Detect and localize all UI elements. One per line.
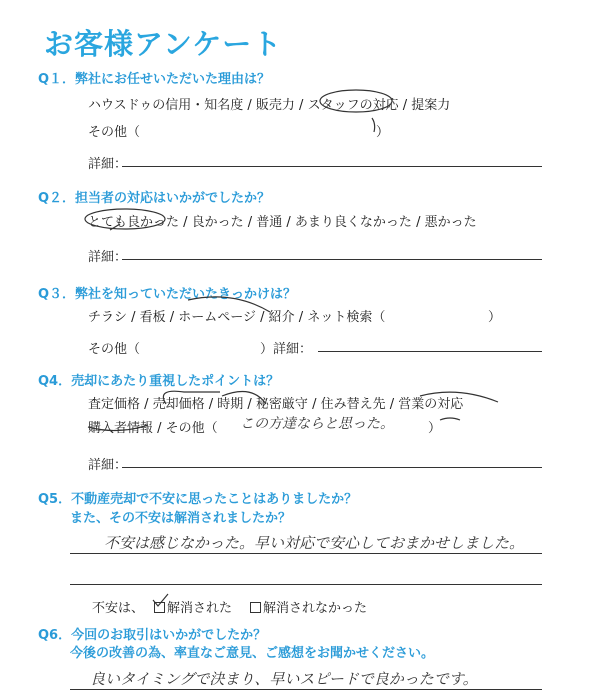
q1-other-mark xyxy=(372,118,375,132)
q5-answer-line2 xyxy=(70,584,542,585)
q5-question-line2: また、その不安は解消されましたか？ xyxy=(70,511,292,526)
q3-question: Q３．弊社を知っていただいたきっかけは？ xyxy=(38,287,297,302)
q5-answer-line1 xyxy=(70,553,542,554)
q6-question-line2: 今後の改善の為、率直なご意見、ご感想をお聞かせください。 xyxy=(70,646,435,661)
q4-detail-line xyxy=(122,467,542,468)
q6-question-line1: Q6．今回のお取引はいかがでしたか？ xyxy=(38,628,267,643)
q4-options-line1: 査定価格 / 売却価格 / 時期 / 秘密厳守 / 住み替え先 / 営業の対応 xyxy=(88,397,464,412)
q5-option-resolved[interactable] xyxy=(154,597,232,616)
q5-option-unresolved-label: 解消されなかった xyxy=(263,601,368,616)
q3-options-close: ） xyxy=(488,310,502,325)
q6-answer: 良いタイミングで決まり、早いスピードで良かったです。 xyxy=(90,670,478,688)
q5-option-resolved-label: 解消された xyxy=(167,601,233,616)
q4-detail-label: 詳細： xyxy=(88,458,128,473)
page-title: お客様アンケート xyxy=(44,27,283,61)
q4-other-close: ） xyxy=(428,421,442,436)
q6-answer-line xyxy=(70,689,542,690)
q1-other-close: ） xyxy=(376,125,390,140)
q2-question: Q２．担当者の対応はいかがでしたか？ xyxy=(38,191,271,206)
q4-question: Q4．売却にあたり重視したポイントは？ xyxy=(38,374,280,389)
q3-detail-line xyxy=(318,351,542,352)
q3-options: チラシ / 看板 / ホームページ / 紹介 / ネット検索（ xyxy=(88,310,386,325)
q1-options: ハウスドゥの信用・知名度 / 販売力 / スタッフの対応 / 提案力 xyxy=(88,98,451,113)
q1-question: Q１．弊社にお任せいただいた理由は？ xyxy=(38,72,271,87)
q1-other-label: その他（ xyxy=(88,125,141,140)
q4-options-line2: 購入者情報 / その他（ xyxy=(88,421,218,436)
q5-answer: 不安は感じなかった。早い対応で安心しておまかせしました。 xyxy=(104,534,525,552)
checkbox-resolved[interactable] xyxy=(154,602,165,613)
q3-other-label: その他（ xyxy=(88,342,141,357)
q5-status-label: 不安は、 xyxy=(92,601,145,616)
q2-options: とても良かった / 良かった / 普通 / あまり良くなかった / 悪かった xyxy=(88,215,477,230)
q2-detail-line xyxy=(122,259,542,260)
q5-option-unresolved[interactable] xyxy=(250,597,367,616)
q1-detail-label: 詳細： xyxy=(88,157,128,172)
q5-question-line1: Q5．不動産売却で不安に思ったことはありましたか？ xyxy=(38,492,358,507)
q3-other-close: ）詳細： xyxy=(260,342,313,357)
q4-trailing-mark xyxy=(440,418,460,420)
q2-detail-label: 詳細： xyxy=(88,250,128,265)
q1-detail-line xyxy=(122,166,542,167)
checkbox-unresolved[interactable] xyxy=(250,602,261,613)
q4-other-answer: この方達ならと思った。 xyxy=(240,416,394,432)
